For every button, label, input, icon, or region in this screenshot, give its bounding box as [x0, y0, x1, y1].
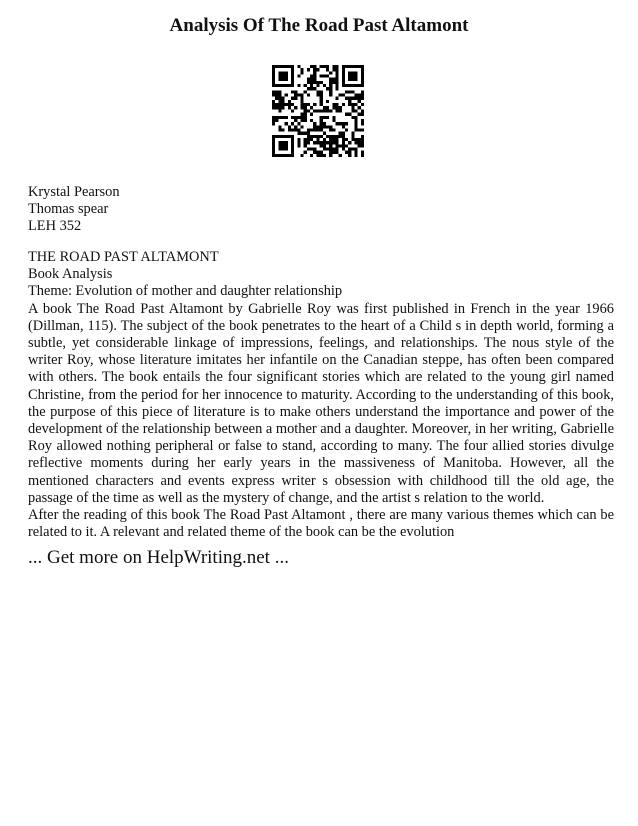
course-code: LEH 352: [28, 218, 82, 235]
theme-line: Theme: Evolution of mother and daughter relationship: [28, 283, 343, 300]
author-block: [28, 184, 614, 236]
body-paragraph-2: After the reading of this book The Road Past Altamont , there are many various themes which can be related to it. A relevant and related theme of the book can be the evolution: [28, 507, 614, 541]
document-title: Analysis Of The Road Past Altamont: [169, 15, 469, 36]
section-heading: THE ROAD PAST ALTAMONT: [28, 249, 219, 265]
body-paragraph-1: A book The Road Past Altamont by Gabrielle Roy was first published in French in the year 1966 (Dillman, 115). The subject of the book penetrates to the heart of a Child s in depth world, forming a subtle, yet considerable linkage of impressions, feelings, and relationships. The nous style of the writer Roy, whose literature imitates her infantile on the Canadian steppe, has often been compared with others. The book entails the four significant stories which are related to the young girl named Christine, from the period for her innocence to maturity. According to the understanding of this book, the purpose of this piece of literature is to make others understand the importance and power of the development of the relationship between a mother and a daughter. Moreover, in her writing, Gabrielle Roy allowed nothing peripheral or false to stand, according to many. The four allied stories divulge reflective moments during her early years in the massiveness of Manitoba. However, all the mentioned characters and events express writer s obsession with childhood till the old age, the passage of the time as well as the mystery of change, and the artist s relation to the world.: [28, 300, 614, 506]
section-subheading: Book Analysis: [28, 266, 113, 283]
instructor-name: Thomas spear: [28, 201, 109, 218]
get-more-link[interactable]: ... Get more on HelpWriting.net ...: [28, 547, 289, 568]
author-name: Krystal Pearson: [28, 184, 120, 200]
document-body: [28, 249, 614, 541]
qr-code-icon: [272, 65, 364, 157]
